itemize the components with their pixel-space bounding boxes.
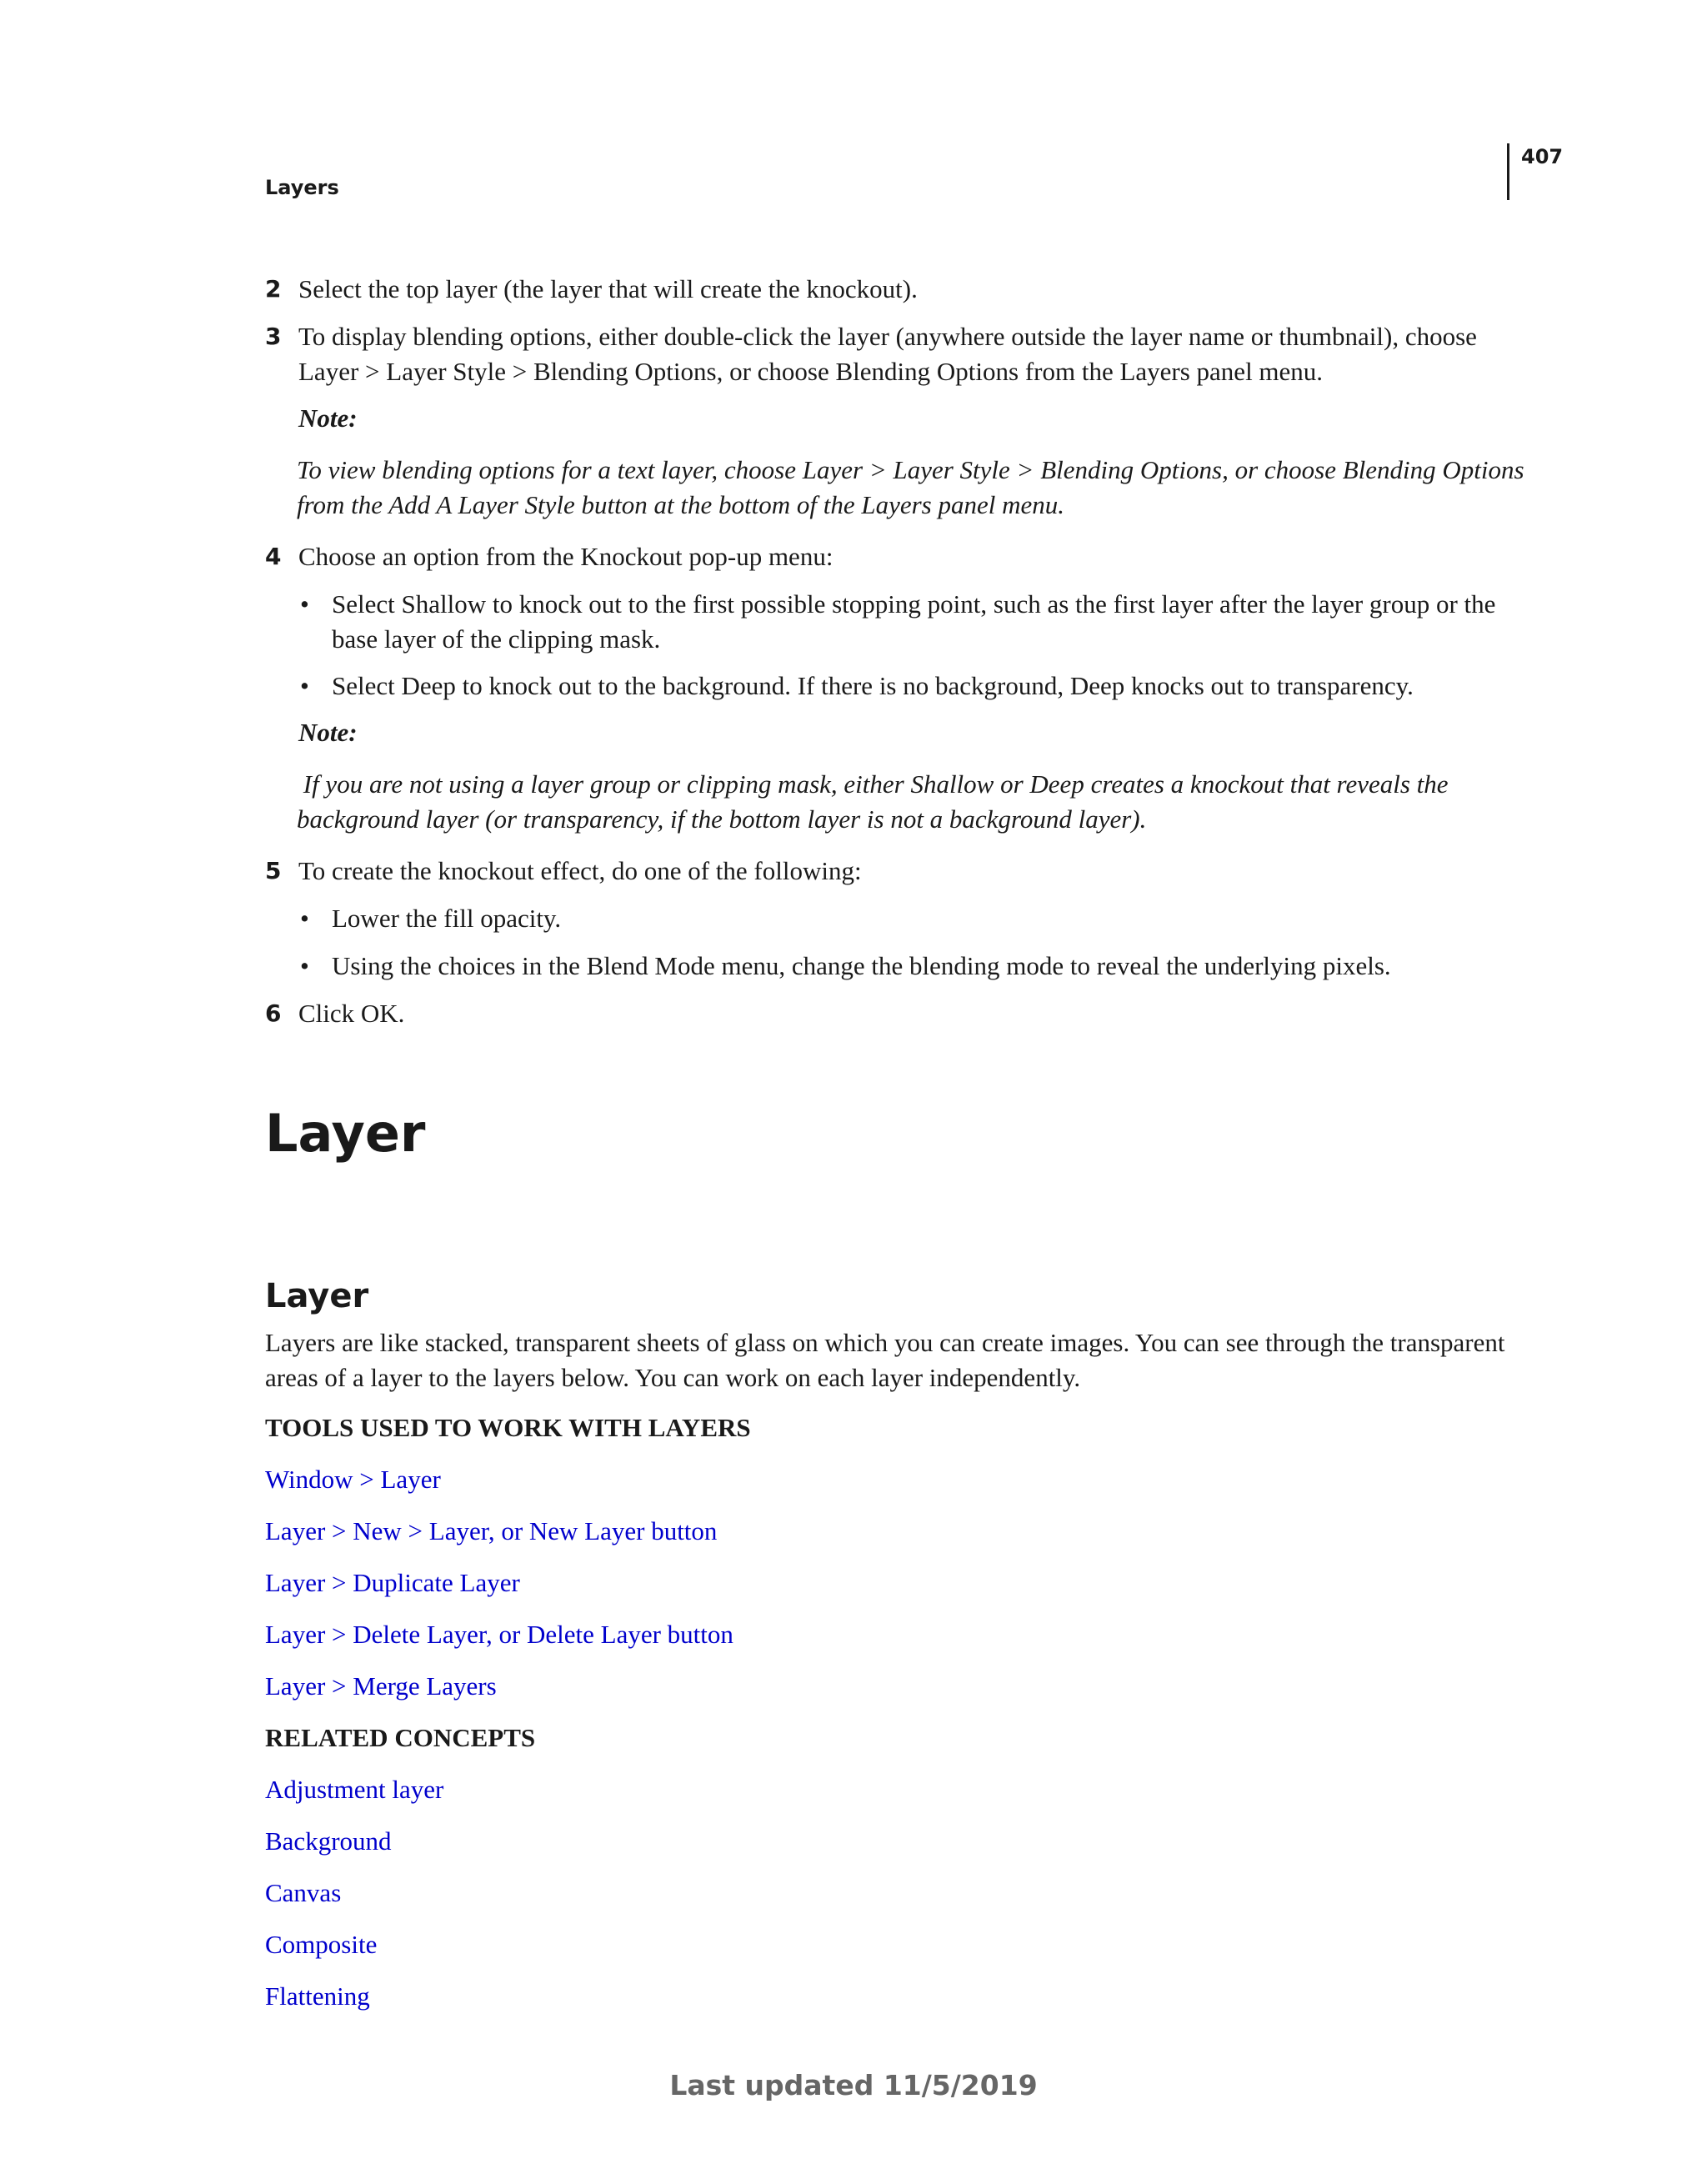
- bullet-icon: •: [300, 951, 309, 980]
- header-rule: [1507, 143, 1509, 200]
- note-text-line: To view blending options for a text layer, choose Layer > Layer Style > Blending Options, or choose Blending Options: [297, 455, 1524, 484]
- subsection-title: Layer: [265, 1277, 369, 1315]
- running-head: Layers: [265, 176, 339, 199]
- step-number: 4: [265, 543, 282, 570]
- note-label: Note:: [298, 403, 358, 433]
- link-flattening[interactable]: Flattening: [265, 1981, 370, 2011]
- step-text: Select the top layer (the layer that will create the knockout).: [298, 274, 918, 303]
- intro-text-line: areas of a layer to the layers below. You can work on each layer independently.: [265, 1363, 1081, 1392]
- step-number: 6: [265, 999, 282, 1027]
- page-number: 407: [1521, 145, 1564, 168]
- link-canvas[interactable]: Canvas: [265, 1878, 342, 1907]
- section-title: Layer: [265, 1103, 426, 1164]
- link-new-layer[interactable]: Layer > New > Layer, or New Layer button: [265, 1516, 718, 1545]
- link-window-layer[interactable]: Window > Layer: [265, 1465, 441, 1494]
- step-text-line: Layer > Layer Style > Blending Options, or choose Blending Options from the Layers panel menu.: [298, 357, 1324, 386]
- step-text: Choose an option from the Knockout pop-up menu:: [298, 542, 833, 571]
- link-duplicate-layer[interactable]: Layer > Duplicate Layer: [265, 1568, 520, 1597]
- link-adjustment-layer[interactable]: Adjustment layer: [265, 1775, 444, 1804]
- bullet-text: Using the choices in the Blend Mode menu, change the blending mode to reveal the underlying pixels.: [332, 951, 1391, 980]
- step-number: 2: [265, 275, 282, 303]
- bullet-icon: •: [300, 671, 309, 700]
- footer-last-updated: Last updated 11/5/2019: [669, 2069, 1038, 2101]
- note-text-line: If you are not using a layer group or clipping mask, either Shallow or Deep creates a knockout that reveals the: [297, 769, 1449, 799]
- link-merge-layers[interactable]: Layer > Merge Layers: [265, 1671, 497, 1701]
- note-text-line: background layer (or transparency, if the bottom layer is not a background layer).: [297, 804, 1147, 834]
- link-composite[interactable]: Composite: [265, 1930, 378, 1959]
- step-text: To create the knockout effect, do one of the following:: [298, 856, 862, 885]
- step-text: Click OK.: [298, 999, 405, 1028]
- intro-text-line: Layers are like stacked, transparent sheets of glass on which you can create images. You can see through the transparent: [265, 1328, 1505, 1357]
- bullet-text-line: base layer of the clipping mask.: [332, 624, 661, 654]
- bullet-text: Select Deep to knock out to the background. If there is no background, Deep knocks out to transparency.: [332, 671, 1414, 700]
- bullet-text: Lower the fill opacity.: [332, 904, 562, 933]
- tools-heading: TOOLS USED TO WORK WITH LAYERS: [265, 1413, 751, 1442]
- note-text-line: from the Add A Layer Style button at the bottom of the Layers panel menu.: [297, 490, 1065, 519]
- link-background[interactable]: Background: [265, 1826, 392, 1856]
- related-heading: RELATED CONCEPTS: [265, 1723, 536, 1752]
- step-number: 3: [265, 323, 282, 350]
- link-delete-layer[interactable]: Layer > Delete Layer, or Delete Layer button: [265, 1620, 733, 1649]
- note-label: Note:: [298, 718, 358, 747]
- step-text-line: To display blending options, either double-click the layer (anywhere outside the layer name or thumbnail), choose: [298, 322, 1477, 351]
- bullet-icon: •: [300, 589, 309, 619]
- bullet-text-line: Select Shallow to knock out to the first possible stopping point, such as the first layer after the layer group or the: [332, 589, 1496, 619]
- bullet-icon: •: [300, 904, 309, 933]
- step-number: 5: [265, 857, 282, 884]
